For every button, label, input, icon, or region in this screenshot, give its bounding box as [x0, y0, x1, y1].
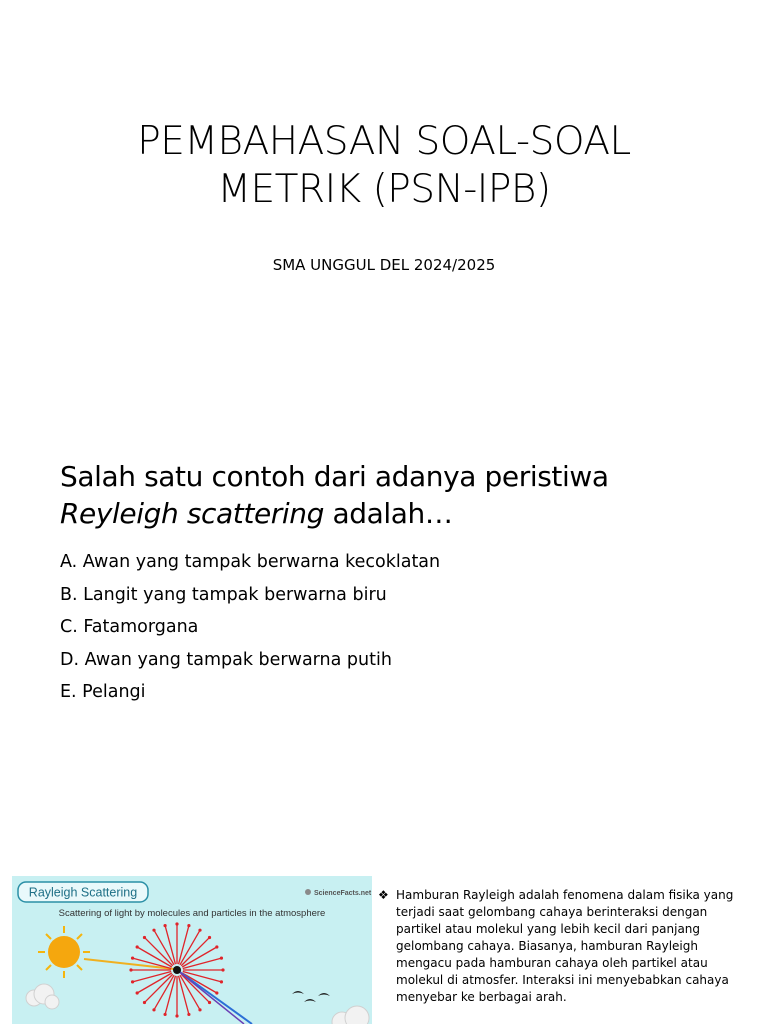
cloud-icon-left [26, 984, 59, 1009]
scattered-ray-arrowhead [163, 1013, 166, 1016]
scattered-ray-arrowhead [131, 980, 134, 983]
scattered-ray-arrowhead [175, 1014, 178, 1017]
question-ending: adalah… [324, 497, 453, 530]
transmitted-blue-ray [177, 970, 252, 1024]
question-line-2 [60, 495, 740, 532]
scattered-ray-arrowhead [143, 1001, 146, 1004]
explanation-text: Hamburan Rayleigh adalah fenomena dalam fisika yang terjadi saat gelombang cahaya berinteraksi dengan partikel atau molekul yang lebih kecil dari panjang gelombang cahaya. Biasanya, hamburan Rayleigh mengacu pada hamburan cahaya oleh partikel atau molekul di atmosfer. Interaksi ini menyebabkan cahaya menyebar ke berbagai arah. [396, 888, 734, 1004]
scattered-ray-arrowhead [220, 980, 223, 983]
scattered-ray-arrowhead [187, 924, 190, 927]
scattered-ray-arrowhead [198, 929, 201, 932]
scattered-ray-arrowhead [221, 968, 224, 971]
option-d: D. Awan yang tampak berwarna putih [60, 649, 392, 670]
scattered-ray-arrowhead [208, 936, 211, 939]
birds-icon [292, 991, 330, 1002]
scattered-ray-arrowhead [215, 945, 218, 948]
option-a: A. Awan yang tampak berwarna kecoklatan [60, 552, 441, 572]
scattered-ray-arrowhead [131, 956, 134, 959]
option-b: B. Langit yang tampak berwarna biru [60, 584, 387, 605]
slide-title [0, 118, 768, 214]
transmitted-violet-ray [177, 970, 244, 1024]
cloud-icon-right [332, 1006, 369, 1024]
slide-title-line-2: METRIK (PSN-IPB) [217, 167, 551, 212]
slide-title-line-1: PEMBAHASAN SOAL-SOAL [137, 119, 631, 164]
figure-caption: Scattering of light by molecules and particles in the atmosphere [58, 908, 326, 919]
answer-options [60, 546, 740, 709]
question-italic-term: Reyleigh scattering [60, 497, 324, 530]
slide-subtitle: SMA UNGGUL DEL 2024/2025 [272, 256, 496, 274]
rayleigh-diagram [12, 876, 372, 1024]
option-e: E. Pelangi [60, 682, 146, 703]
scattered-ray [181, 974, 209, 1002]
rayleigh-scattering-figure [12, 876, 372, 1024]
scattered-ray-arrowhead [208, 1001, 211, 1004]
scattered-ray-arrowhead [152, 929, 155, 932]
scattered-ray-arrowhead [187, 1013, 190, 1016]
scattered-ray-arrowhead [198, 1008, 201, 1011]
diamond-bullet-icon: ❖ [378, 888, 389, 902]
explanation-block [378, 887, 744, 1006]
scattered-ray [144, 937, 172, 965]
molecule-dot [173, 966, 181, 974]
scattered-ray-arrowhead [136, 991, 139, 994]
sun-icon [38, 926, 90, 978]
badge-label: Rayleigh Scattering [28, 885, 138, 900]
scattered-ray-arrowhead [215, 991, 218, 994]
scattered-ray-arrowhead [129, 968, 132, 971]
scattered-ray-arrowhead [175, 922, 178, 925]
scattered-ray-arrowhead [136, 945, 139, 948]
scattered-ray-arrowhead [163, 924, 166, 927]
question-text [60, 458, 740, 532]
scattered-ray-arrowhead [152, 1008, 155, 1011]
scattered-ray [144, 974, 172, 1002]
brand-text: ScienceFacts.net [314, 890, 372, 897]
scattered-ray [181, 937, 209, 965]
question-line-1: Salah satu contoh dari adanya peristiwa [60, 460, 609, 493]
brand-logo [305, 889, 372, 897]
option-c: C. Fatamorgana [60, 617, 199, 638]
brand-icon [305, 889, 311, 895]
scattered-ray-arrowhead [220, 956, 223, 959]
scattered-ray-arrowhead [143, 936, 146, 939]
